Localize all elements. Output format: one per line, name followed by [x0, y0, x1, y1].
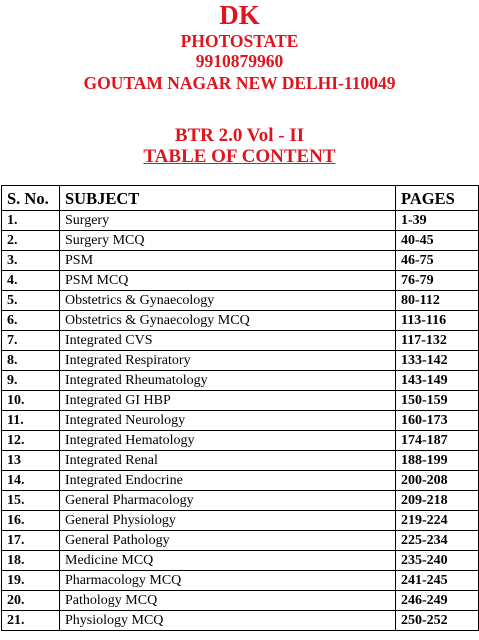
subject-cell: Integrated Respiratory: [60, 351, 396, 371]
subject-cell: Integrated CVS: [60, 331, 396, 351]
sno-cell: 20.: [2, 591, 60, 611]
pages-cell: 150-159: [396, 391, 479, 411]
table-row: [2, 531, 479, 551]
sno-cell: 3.: [2, 251, 60, 271]
sno-cell: 7.: [2, 331, 60, 351]
pages-cell: 246-249: [396, 591, 479, 611]
subject-cell: Medicine MCQ: [60, 551, 396, 571]
sno-cell: 13: [2, 451, 60, 471]
toc-title: TABLE OF CONTENT: [143, 146, 336, 167]
pages-cell: 174-187: [396, 431, 479, 451]
table-row: [2, 411, 479, 431]
subject-cell: General Pathology: [60, 531, 396, 551]
subject-cell: Obstetrics & Gynaecology: [60, 291, 396, 311]
sno-cell: 19.: [2, 571, 60, 591]
sno-cell: 18.: [2, 551, 60, 571]
sno-cell: 16.: [2, 511, 60, 531]
table-row: [2, 611, 479, 631]
sno-cell: 1.: [2, 211, 60, 231]
subject-cell: Surgery: [60, 211, 396, 231]
table-row: [2, 251, 479, 271]
table-row: [2, 471, 479, 491]
toc-table: [1, 185, 479, 631]
pages-cell: 143-149: [396, 371, 479, 391]
column-header-subject: SUBJECT: [60, 186, 396, 211]
subject-cell: General Pharmacology: [60, 491, 396, 511]
brand-name: DK: [219, 0, 260, 30]
table-row: [2, 551, 479, 571]
book-title: BTR 2.0 Vol - II: [174, 125, 305, 146]
subject-cell: PSM: [60, 251, 396, 271]
sno-cell: 6.: [2, 311, 60, 331]
table-row: [2, 351, 479, 371]
table-row: [2, 431, 479, 451]
subject-cell: Pathology MCQ: [60, 591, 396, 611]
pages-cell: 250-252: [396, 611, 479, 631]
pages-cell: 241-245: [396, 571, 479, 591]
table-row: [2, 331, 479, 351]
table-row: [2, 491, 479, 511]
pages-cell: 133-142: [396, 351, 479, 371]
subject-cell: Pharmacology MCQ: [60, 571, 396, 591]
pages-cell: 40-45: [396, 231, 479, 251]
table-row: [2, 451, 479, 471]
sno-cell: 10.: [2, 391, 60, 411]
subject-cell: Integrated GI HBP: [60, 391, 396, 411]
column-header-sno: S. No.: [2, 186, 60, 211]
subject-cell: Obstetrics & Gynaecology MCQ: [60, 311, 396, 331]
sno-cell: 21.: [2, 611, 60, 631]
subject-cell: Integrated Hematology: [60, 431, 396, 451]
subject-cell: General Physiology: [60, 511, 396, 531]
pages-cell: 117-132: [396, 331, 479, 351]
pages-cell: 113-116: [396, 311, 479, 331]
table-row: [2, 211, 479, 231]
subject-cell: Integrated Rheumatology: [60, 371, 396, 391]
sno-cell: 14.: [2, 471, 60, 491]
table-row: [2, 391, 479, 411]
phone-number: 9910879960: [195, 51, 284, 71]
sno-cell: 5.: [2, 291, 60, 311]
sno-cell: 15.: [2, 491, 60, 511]
table-row: [2, 311, 479, 331]
subject-cell: Integrated Neurology: [60, 411, 396, 431]
sno-cell: 9.: [2, 371, 60, 391]
sno-cell: 17.: [2, 531, 60, 551]
table-row: [2, 271, 479, 291]
table-row: [2, 231, 479, 251]
table-row: [2, 571, 479, 591]
pages-cell: 200-208: [396, 471, 479, 491]
pages-cell: 225-234: [396, 531, 479, 551]
pages-cell: 1-39: [396, 211, 479, 231]
pages-cell: 160-173: [396, 411, 479, 431]
sno-cell: 4.: [2, 271, 60, 291]
pages-cell: 219-224: [396, 511, 479, 531]
table-row: [2, 371, 479, 391]
column-header-pages: PAGES: [396, 186, 479, 211]
sno-cell: 11.: [2, 411, 60, 431]
shop-name: PHOTOSTATE: [180, 31, 299, 51]
toc-body: [2, 211, 479, 631]
subject-cell: Surgery MCQ: [60, 231, 396, 251]
subject-cell: PSM MCQ: [60, 271, 396, 291]
sno-cell: 8.: [2, 351, 60, 371]
pages-cell: 235-240: [396, 551, 479, 571]
subject-cell: Integrated Endocrine: [60, 471, 396, 491]
sno-cell: 12.: [2, 431, 60, 451]
pages-cell: 46-75: [396, 251, 479, 271]
pages-cell: 76-79: [396, 271, 479, 291]
shop-address: GOUTAM NAGAR NEW DELHI-110049: [83, 73, 396, 93]
pages-cell: 80-112: [396, 291, 479, 311]
table-row: [2, 291, 479, 311]
table-row: [2, 591, 479, 611]
sno-cell: 2.: [2, 231, 60, 251]
table-row: [2, 511, 479, 531]
subject-cell: Physiology MCQ: [60, 611, 396, 631]
pages-cell: 209-218: [396, 491, 479, 511]
table-header-row: [2, 186, 479, 211]
subject-cell: Integrated Renal: [60, 451, 396, 471]
pages-cell: 188-199: [396, 451, 479, 471]
